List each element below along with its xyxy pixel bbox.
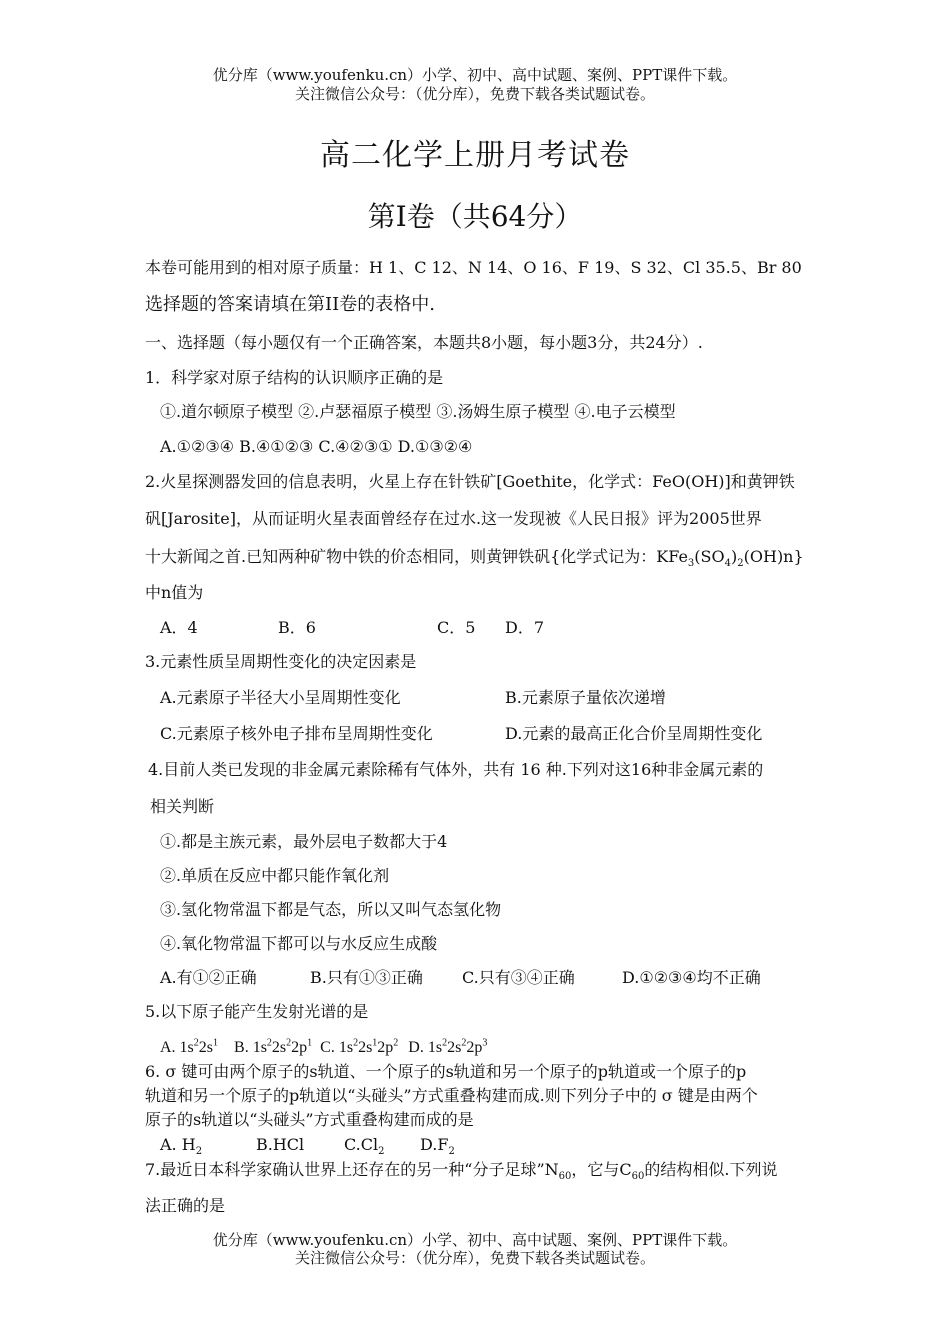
q6-option-d: $D.F_2$ [420, 1135, 455, 1158]
footer-line-1: 优分库（www.youfenku.cn）小学、初中、高中试题、案例、PPT课件下载。 [212, 1231, 738, 1249]
q7-line-1: 7.最近日本科学家确认世界上还存在的另一种“分子足球$”N_{60}$，它与$C_{60}$的结构相似.下列说 [145, 1160, 778, 1183]
q4-line-1: 4.目前人类已发现的非金属元素除稀有气体外，共有 16 种.下列对这16种非金属元素的 [148, 760, 764, 779]
footer-line-2: 关注微信公众号：（优分库），免费下载各类试题试卷。 [294, 1249, 655, 1267]
q5-options [160, 1038, 487, 1058]
q5-option-d: D. $1s^22s^22p^3$ [408, 1037, 488, 1056]
q3-option-a: A.元素原子半径大小呈周期性变化 [160, 688, 401, 707]
q1-items: ①.道尔顿原子模型 ②.卢瑟福原子模型 ③.汤姆生原子模型 ④.电子云模型 [160, 402, 676, 421]
q5-stem: 5.以下原子能产生发射光谱的是 [145, 1002, 369, 1021]
q2-option-c: C．5 [437, 618, 476, 637]
q3-option-b: B.元素原子量依次递增 [505, 688, 666, 707]
q6-option-b: B.HCl [256, 1135, 305, 1154]
q6-line-3: 原子的s轨道以“头碰头”方式重叠构建而成的是 [145, 1110, 474, 1129]
header-line-1: 优分库（www.youfenku.cn）小学、初中、高中试题、案例、PPT课件下载。 [212, 66, 738, 84]
atomic-mass-note: 本卷可能用到的相对原子质量：H 1、C 12、N 14、O 16、F 19、S 32、Cl 35.5、Br 80 [145, 258, 802, 277]
q1-stem: 1．科学家对原子结构的认识顺序正确的是 [145, 368, 444, 387]
q5-option-a: A. $1s^22s^1$ [160, 1037, 219, 1056]
q2-line-1: 2.火星探测器发回的信息表明，火星上存在针铁矿[Goethite，化学式：FeO(OH)]和黄钾铁 [145, 472, 795, 491]
q6-line-2: 轨道和另一个原子的p轨道以“头碰头”方式重叠构建而成.则下列分子中的 σ 键是由两个 [145, 1086, 758, 1105]
q4-item-3: ③.氢化物常温下都是气态，所以又叫气态氢化物 [160, 900, 502, 919]
q2-option-a: A．4 [160, 618, 198, 637]
q2-option-d: D．7 [505, 618, 545, 637]
header-line-2: 关注微信公众号：（优分库），免费下载各类试题试卷。 [294, 85, 655, 103]
q3-option-c: C.元素原子核外电子排布呈周期性变化 [160, 724, 433, 743]
q4-option-a: A.有①②正确 [160, 968, 257, 987]
q3-stem: 3.元素性质呈周期性变化的决定因素是 [145, 652, 417, 671]
q4-line-2: 相关判断 [150, 797, 215, 816]
section-1-heading: 一、选择题（每小题仅有一个正确答案，本题共8小题，每小题3分，共24分）. [145, 333, 703, 352]
q4-item-1: ①.都是主族元素，最外层电子数都大于4 [160, 832, 448, 851]
q5-option-c: C. $1s^22s^12p^2$ [320, 1037, 399, 1056]
q2-line-3: 十大新闻之首.已知两种矿物中铁的价态相同，则黄钾铁矾{化学式记为：$KFe_3(SO_4)_2(OH)n$} [145, 547, 804, 570]
volume-title: 第Ⅰ卷（共64分） [367, 200, 583, 233]
q4-item-4: ④.氧化物常温下都可以与水反应生成酸 [160, 934, 438, 953]
q6-option-c: $C.Cl_2$ [344, 1135, 385, 1158]
q2-line-2: 矾[Jarosite]，从而证明火星表面曾经存在过水.这一发现被《人民日报》评为2005世界 [145, 509, 762, 528]
q2-line-4: 中n值为 [145, 583, 204, 602]
page-title: 高二化学上册月考试卷 [320, 138, 630, 173]
q5-option-b: B. $1s^22s^22p^1$ [234, 1037, 313, 1056]
q6-line-1: 6. σ 键可由两个原子的s轨道、一个原子的s轨道和另一个原子的p轨道或一个原子的p [145, 1062, 747, 1081]
answer-note: 选择题的答案请填在第II卷的表格中. [145, 294, 435, 315]
q4-option-b: B.只有①③正确 [310, 968, 423, 987]
q3-option-d: D.元素的最高正化合价呈周期性变化 [505, 724, 763, 743]
q7-line-2: 法正确的是 [145, 1196, 226, 1215]
q4-item-2: ②.单质在反应中都只能作氧化剂 [160, 866, 390, 885]
q6-option-a: A. $H_2$ [160, 1135, 203, 1158]
q1-options: A.①②③④ B.④①②③ C.④②③① D.①③②④ [160, 437, 473, 456]
q4-option-d: D.①②③④均不正确 [622, 968, 761, 987]
q2-option-b: B．6 [278, 618, 316, 637]
q4-option-c: C.只有③④正确 [462, 968, 575, 987]
